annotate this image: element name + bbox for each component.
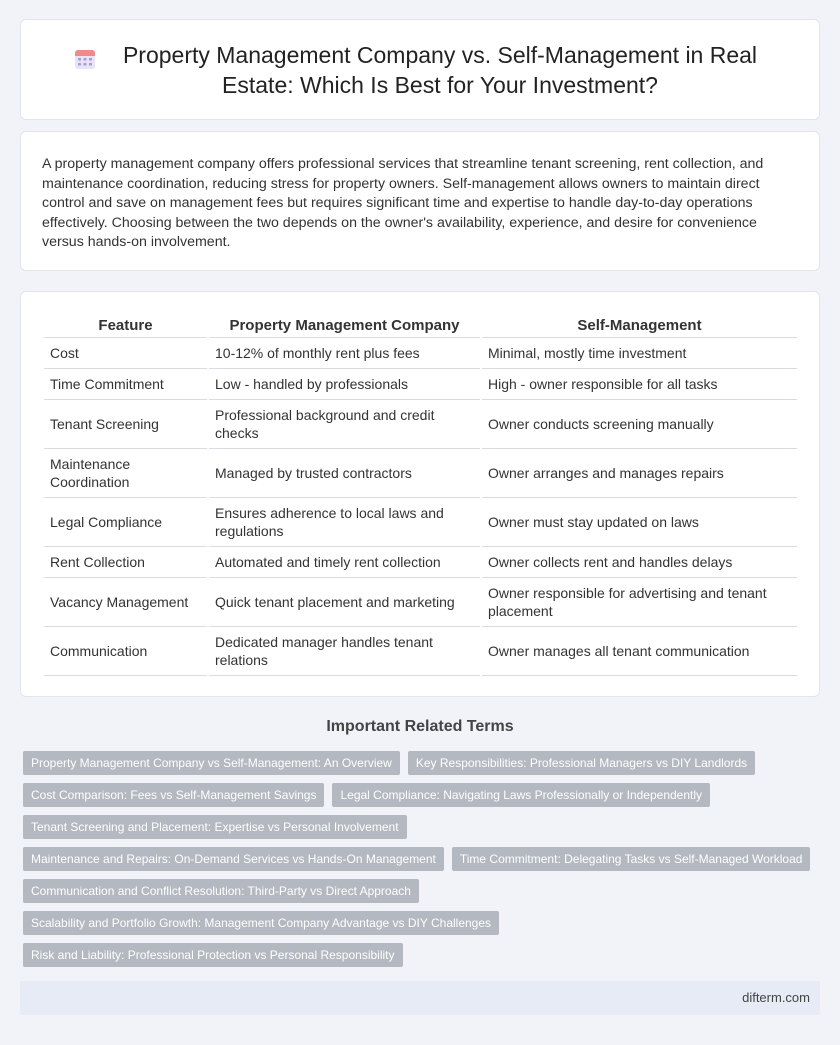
related-terms-list bbox=[23, 751, 813, 975]
table-cell: 10-12% of monthly rent plus fees bbox=[209, 338, 480, 369]
table-cell: Owner conducts screening manually bbox=[482, 400, 797, 449]
table-cell: Communication bbox=[44, 627, 207, 676]
comparison-table bbox=[42, 314, 799, 676]
table-cell: Time Commitment bbox=[44, 369, 207, 400]
related-term-tag[interactable]: Tenant Screening and Placement: Expertise vs Personal Involvement bbox=[23, 815, 407, 839]
table-row bbox=[44, 627, 797, 676]
table-row bbox=[44, 578, 797, 627]
related-term-tag[interactable]: Maintenance and Repairs: On-Demand Services vs Hands-On Management bbox=[23, 847, 444, 871]
intro-card bbox=[20, 131, 820, 271]
related-term-tag[interactable]: Scalability and Portfolio Growth: Management Company Advantage vs DIY Challenges bbox=[23, 911, 499, 935]
table-cell: Legal Compliance bbox=[44, 498, 207, 547]
footer-site-link[interactable]: difterm.com bbox=[742, 990, 810, 1005]
related-term-tag[interactable]: Property Management Company vs Self-Management: An Overview bbox=[23, 751, 400, 775]
table-row bbox=[44, 369, 797, 400]
table-cell: Managed by trusted contractors bbox=[209, 449, 480, 498]
column-header-feature: Feature bbox=[44, 314, 207, 338]
table-cell: Professional background and credit checks bbox=[209, 400, 480, 449]
table-row bbox=[44, 338, 797, 369]
table-cell: Dedicated manager handles tenant relations bbox=[209, 627, 480, 676]
related-term-tag[interactable]: Key Responsibilities: Professional Managers vs DIY Landlords bbox=[408, 751, 755, 775]
title-card bbox=[20, 19, 820, 120]
table-row bbox=[44, 449, 797, 498]
column-header-company: Property Management Company bbox=[209, 314, 480, 338]
table-cell: Maintenance Coordination bbox=[44, 449, 207, 498]
intro-paragraph: A property management company offers professional services that streamline tenant screening, rent collection, and maintenance coordination, reducing stress for property owners. Self-management allows owners to maintain direct control and save on management fees but requires significant time and expertise to handle day-to-day operations effectively. Choosing between the two depends on the owner's availability, experience, and desire for convenience versus hands-on involvement. bbox=[42, 156, 764, 250]
table-cell: Tenant Screening bbox=[44, 400, 207, 449]
related-term-tag[interactable]: Risk and Liability: Professional Protection vs Personal Responsibility bbox=[23, 943, 403, 967]
table-cell: Vacancy Management bbox=[44, 578, 207, 627]
table-row bbox=[44, 547, 797, 578]
table-cell: Automated and timely rent collection bbox=[209, 547, 480, 578]
table-cell: Low - handled by professionals bbox=[209, 369, 480, 400]
table-header-row bbox=[44, 314, 797, 338]
comparison-table-card bbox=[20, 291, 820, 697]
table-cell: Owner manages all tenant communication bbox=[482, 627, 797, 676]
column-header-self: Self-Management bbox=[482, 314, 797, 338]
page-title: Property Management Company vs. Self-Management in Real Estate: Which Is Best for Your Investment? bbox=[122, 41, 758, 98]
related-term-tag[interactable]: Time Commitment: Delegating Tasks vs Self-Managed Workload bbox=[452, 847, 811, 871]
related-term-tag[interactable]: Communication and Conflict Resolution: Third-Party vs Direct Approach bbox=[23, 879, 419, 903]
table-row bbox=[44, 400, 797, 449]
table-row bbox=[44, 498, 797, 547]
table-cell: Cost bbox=[44, 338, 207, 369]
table-cell: Owner arranges and manages repairs bbox=[482, 449, 797, 498]
table-cell: Quick tenant placement and marketing bbox=[209, 578, 480, 627]
related-term-tag[interactable]: Cost Comparison: Fees vs Self-Management Savings bbox=[23, 783, 324, 807]
footer bbox=[20, 981, 820, 1015]
table-cell: High - owner responsible for all tasks bbox=[482, 369, 797, 400]
table-cell: Owner must stay updated on laws bbox=[482, 498, 797, 547]
table-cell: Rent Collection bbox=[44, 547, 207, 578]
table-cell: Minimal, mostly time investment bbox=[482, 338, 797, 369]
table-cell: Owner responsible for advertising and tenant placement bbox=[482, 578, 797, 627]
table-cell: Owner collects rent and handles delays bbox=[482, 547, 797, 578]
related-terms-heading: Important Related Terms bbox=[326, 718, 514, 735]
table-cell: Ensures adherence to local laws and regulations bbox=[209, 498, 480, 547]
related-term-tag[interactable]: Legal Compliance: Navigating Laws Professionally or Independently bbox=[332, 783, 710, 807]
